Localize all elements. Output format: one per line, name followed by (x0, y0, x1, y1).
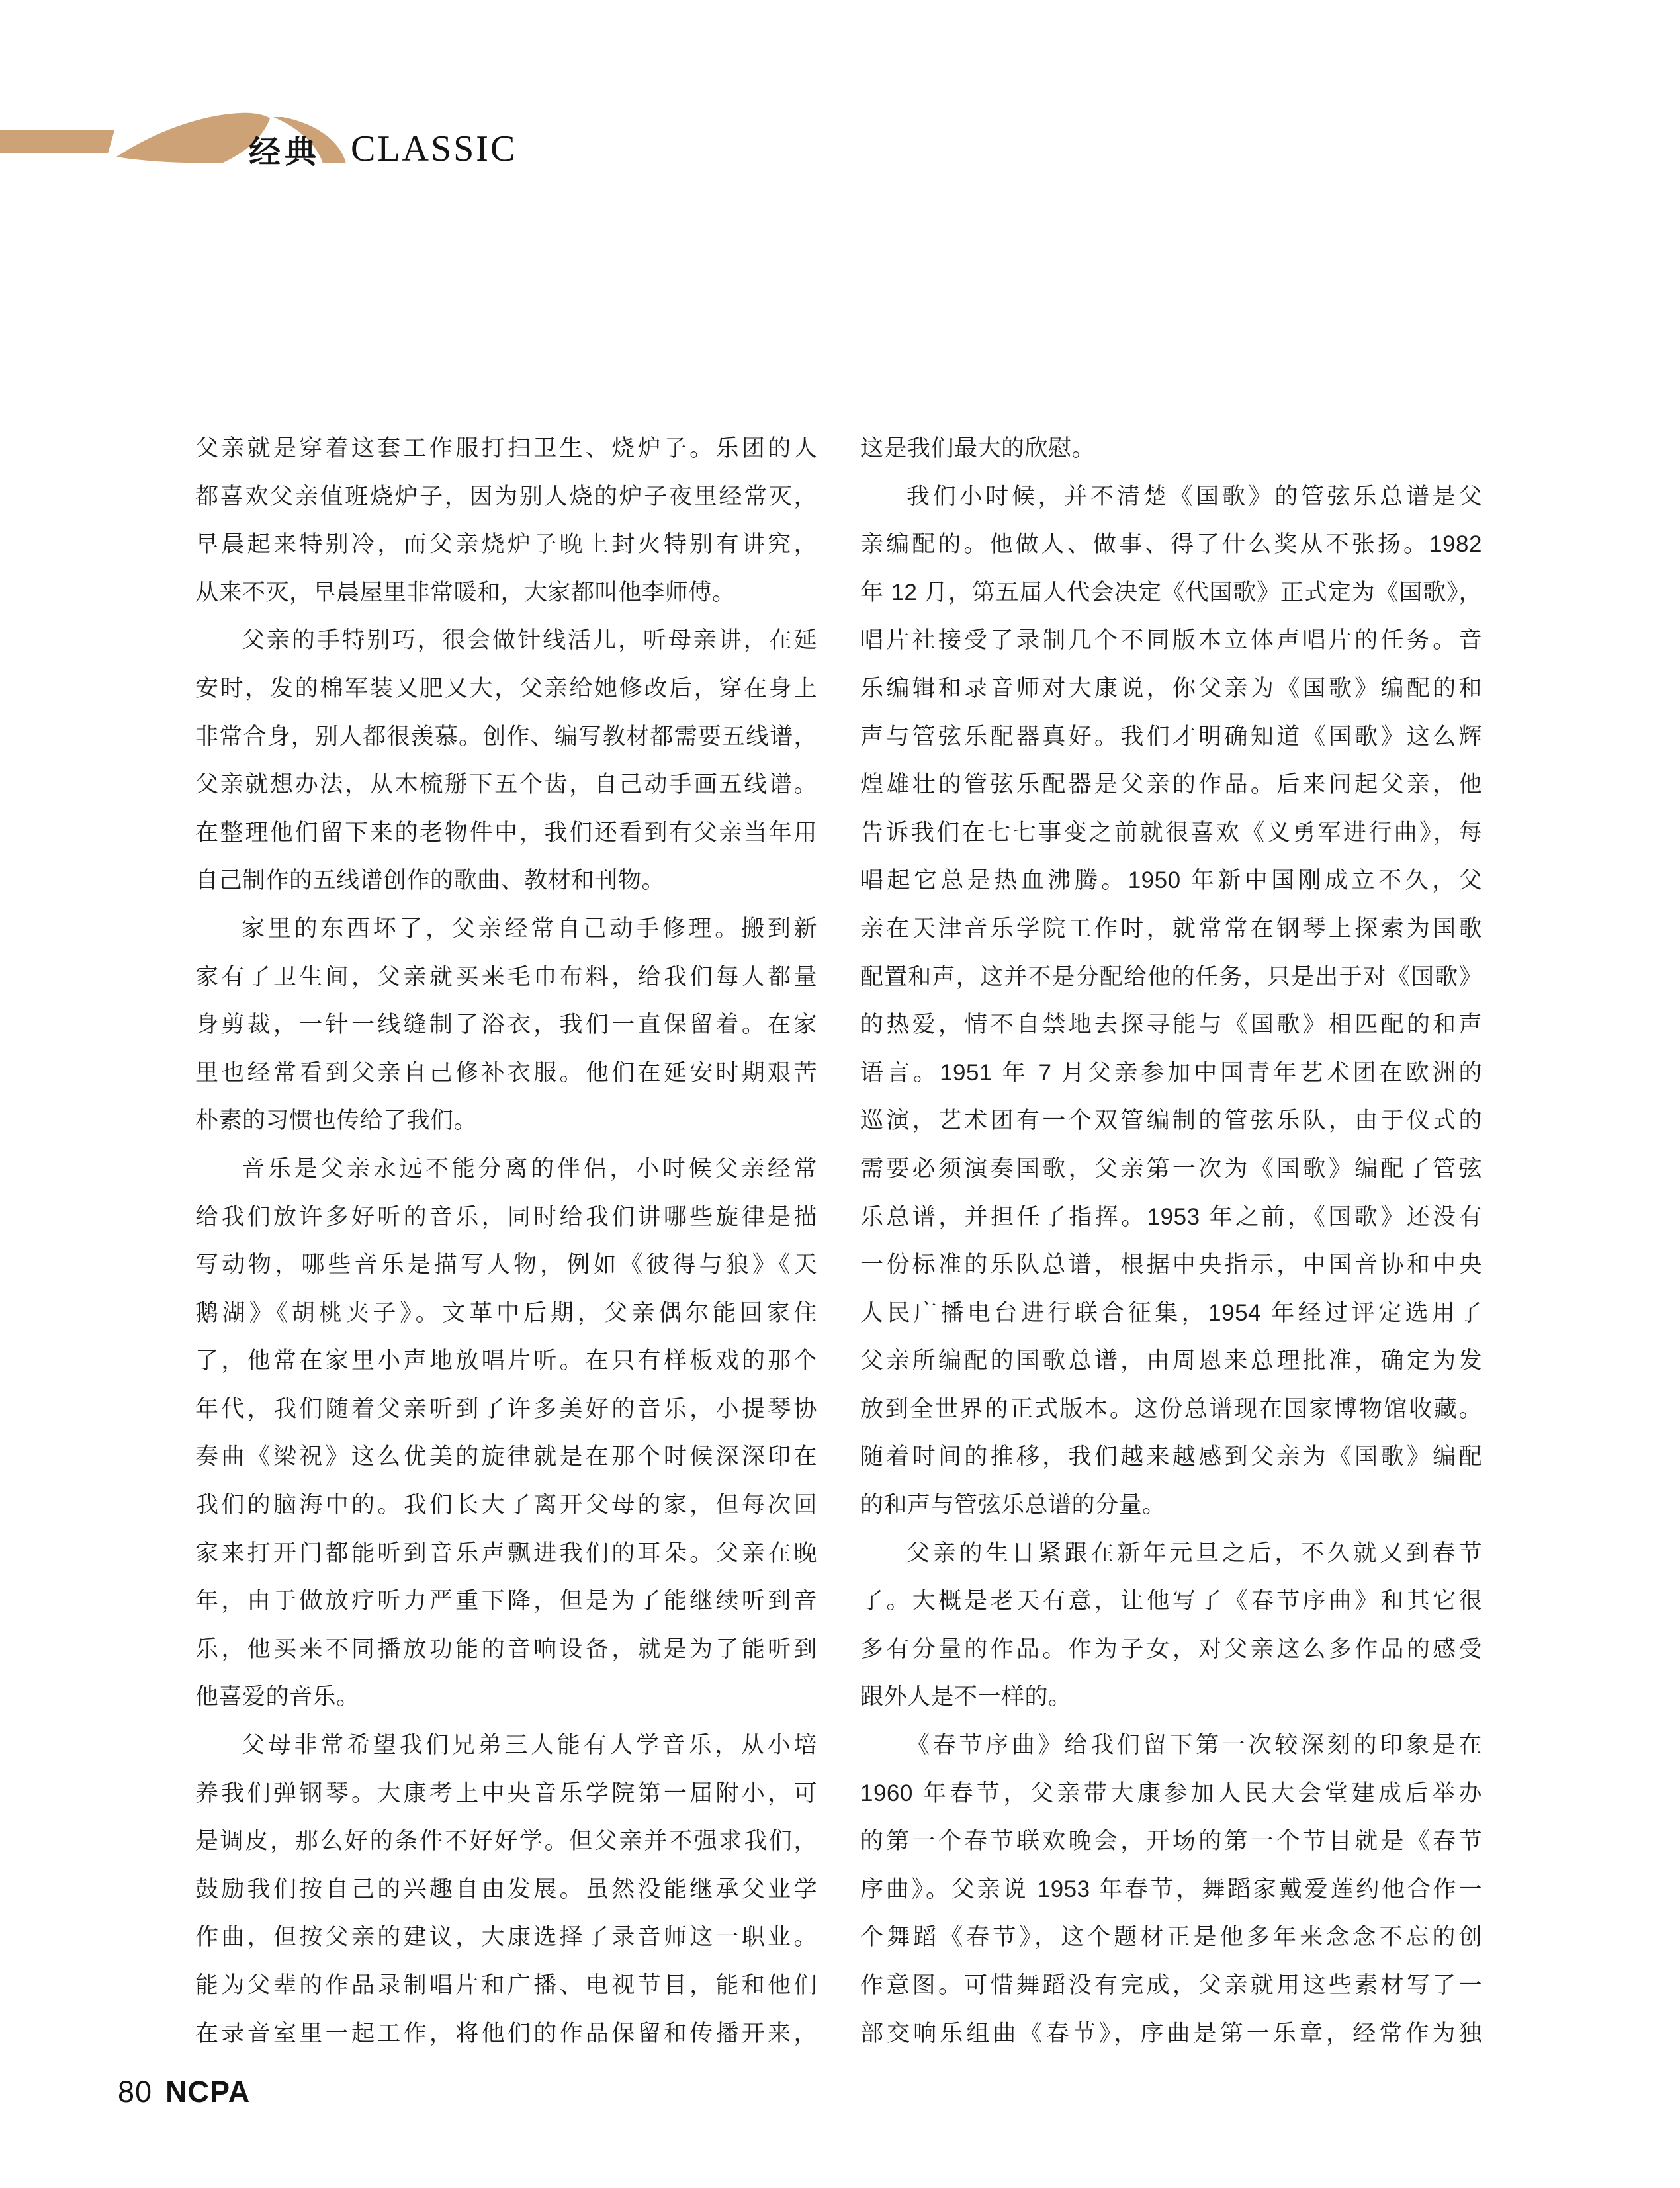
header-bar-shape (0, 130, 114, 153)
text-line: 早晨起来特别冷，而父亲烧炉子晚上封火特别有讲究， (195, 531, 817, 558)
text-line: 煌雄壮的管弦乐配器是父亲的作品。后来问起父亲，他 (860, 771, 1482, 798)
text-line: 我们小时候，并不清楚《国歌》的管弦乐总谱是父 (906, 483, 1482, 509)
text-line: 朴素的习惯也传给了我们。 (195, 1108, 478, 1134)
text-line: 这是我们最大的欣慰。 (860, 435, 1096, 461)
text-line: 身剪裁，一针一线缝制了浴衣，我们一直保留着。在家 (195, 1012, 817, 1038)
text-line: 配置和声，这并不是分配给他的任务，只是出于对《国歌》 (860, 963, 1482, 990)
text-line: 声与管弦乐配器真好。我们才明确知道《国歌》这么辉 (860, 723, 1482, 750)
text-line: 乐编辑和录音师对大康说，你父亲为《国歌》编配的和 (860, 675, 1482, 701)
text-line: 告诉我们在七七事变之前就很喜欢《义勇军进行曲》，每 (860, 819, 1482, 846)
text-line: 家来打开门都能听到音乐声飘进我们的耳朵。父亲在晚 (195, 1540, 817, 1566)
text-line: 父亲所编配的国歌总谱，由周恩来总理批准，确定为发 (860, 1348, 1482, 1374)
text-line: 的热爱，情不自禁地去探寻能与《国歌》相匹配的和声 (860, 1012, 1482, 1038)
text-line: 序曲》。父亲说 1953 年春节，舞蹈家戴爱莲约他合作一 (860, 1876, 1482, 1902)
article-right-column (860, 425, 1482, 2058)
text-line: 鼓励我们按自己的兴趣自由发展。虽然没能继承父业学 (195, 1876, 817, 1902)
text-line: 写动物，哪些音乐是描写人物，例如《彼得与狼》《天 (195, 1252, 817, 1278)
text-line: 唱片社接受了录制几个不同版本立体声唱片的任务。音 (860, 627, 1482, 654)
section-header-logo (0, 0, 529, 198)
text-line: 在录音室里一起工作，将他们的作品保留和传播开来， (195, 2020, 817, 2046)
text-line: 我们的脑海中的。我们长大了离开父母的家，但每次回 (195, 1492, 817, 1518)
text-line: 音乐是父亲永远不能分离的伴侣，小时候父亲经常 (242, 1155, 817, 1182)
text-line: 亲编配的。他做人、做事、得了什么奖从不张扬。1982 (860, 531, 1482, 558)
text-line: 唱起它总是热血沸腾。1950 年新中国刚成立不久，父 (860, 867, 1482, 894)
text-line: 年代，我们随着父亲听到了许多美好的音乐，小提琴协 (195, 1395, 817, 1422)
magazine-brand: NCPA (165, 2075, 251, 2109)
text-line: 从来不灭，早晨屋里非常暖和，大家都叫他李师傅。 (195, 579, 736, 605)
text-line: 需要必须演奏国歌，父亲第一次为《国歌》编配了管弦 (860, 1155, 1482, 1182)
text-line: 一份标准的乐队总谱，根据中央指示，中国音协和中央 (860, 1252, 1482, 1278)
text-line: 的和声与管弦乐总谱的分量。 (860, 1492, 1166, 1518)
text-line: 都喜欢父亲值班烧炉子，因为别人烧的炉子夜里经常灭， (195, 483, 817, 509)
section-title-en: CLASSIC (351, 128, 517, 169)
article-left-column (195, 425, 817, 2058)
text-line: 巡演，艺术团有一个双管编制的管弦乐队，由于仪式的 (860, 1108, 1482, 1134)
text-line: 《春节序曲》给我们留下第一次较深刻的印象是在 (906, 1732, 1482, 1759)
text-line: 语言。1951 年 7 月父亲参加中国青年艺术团在欧洲的 (860, 1059, 1482, 1086)
text-line: 父亲的手特别巧，很会做针线活儿，听母亲讲，在延 (242, 627, 817, 654)
text-line: 亲在天津音乐学院工作时，就常常在钢琴上探索为国歌 (860, 915, 1482, 941)
page-number: 80 (118, 2075, 153, 2109)
text-line: 年 12 月，第五届人代会决定《代国歌》正式定为《国歌》， (860, 579, 1482, 605)
text-line: 乐，他买来不同播放功能的音响设备，就是为了能听到 (195, 1636, 817, 1662)
text-line: 在整理他们留下来的老物件中，我们还看到有父亲当年用 (195, 819, 817, 846)
text-line: 奏曲《梁祝》这么优美的旋律就是在那个时候深深印在 (195, 1444, 817, 1470)
text-line: 是调皮，那么好的条件不好好学。但父亲并不强求我们， (195, 1828, 817, 1855)
text-line: 自己制作的五线谱创作的歌曲、教材和刊物。 (195, 867, 666, 894)
header-wing-swoosh-icon (116, 113, 270, 163)
text-line: 养我们弹钢琴。大康考上中央音乐学院第一届附小，可 (195, 1780, 817, 1806)
text-line: 人民广播电台进行联合征集，1954 年经过评定选用了 (860, 1299, 1482, 1326)
text-line: 鹅湖》《胡桃夹子》。文革中后期，父亲偶尔能回家住 (195, 1299, 817, 1326)
text-line: 的第一个春节联欢晚会，开场的第一个节目就是《春节 (860, 1828, 1482, 1855)
text-line: 家有了卫生间，父亲就买来毛巾布料，给我们每人都量 (195, 963, 817, 990)
text-line: 多有分量的作品。作为子女，对父亲这么多作品的感受 (860, 1636, 1482, 1662)
text-line: 了。大概是老天有意，让他写了《春节序曲》和其它很 (860, 1588, 1482, 1614)
text-line: 个舞蹈《春节》，这个题材正是他多年来念念不忘的创 (860, 1924, 1482, 1950)
text-line: 作曲，但按父亲的建议，大康选择了录音师这一职业。 (195, 1924, 817, 1950)
text-line: 放到全世界的正式版本。这份总谱现在国家博物馆收藏。 (860, 1395, 1482, 1422)
text-line: 作意图。可惜舞蹈没有完成，父亲就用这些素材写了一 (860, 1972, 1482, 1998)
text-line: 父母非常希望我们兄弟三人能有人学音乐，从小培 (242, 1732, 817, 1759)
text-line: 他喜爱的音乐。 (195, 1684, 360, 1710)
text-line: 1960 年春节，父亲带大康参加人民大会堂建成后举办 (860, 1780, 1482, 1806)
text-line: 里也经常看到父亲自己修补衣服。他们在延安时期艰苦 (195, 1059, 817, 1086)
text-line: 父亲的生日紧跟在新年元旦之后，不久就又到春节 (906, 1540, 1482, 1566)
text-line: 父亲就想办法，从木梳掰下五个齿，自己动手画五线谱。 (195, 771, 817, 798)
text-line: 给我们放许多好听的音乐，同时给我们讲哪些旋律是描 (195, 1203, 817, 1230)
text-line: 安时，发的棉军装又肥又大，父亲给她修改后，穿在身上 (195, 675, 817, 701)
text-line: 跟外人是不一样的。 (860, 1684, 1072, 1710)
text-line: 随着时间的推移，我们越来越感到父亲为《国歌》编配 (860, 1444, 1482, 1470)
text-line: 能为父辈的作品录制唱片和广播、电视节目，能和他们 (195, 1972, 817, 1998)
text-line: 了，他常在家里小声地放唱片听。在只有样板戏的那个 (195, 1348, 817, 1374)
text-line: 乐总谱，并担任了指挥。1953 年之前，《国歌》还没有 (860, 1203, 1482, 1230)
text-line: 非常合身，别人都很羡慕。创作、编写教材都需要五线谱， (195, 723, 817, 750)
text-line: 家里的东西坏了，父亲经常自己动手修理。搬到新 (242, 915, 817, 941)
text-line: 父亲就是穿着这套工作服打扫卫生、烧炉子。乐团的人 (195, 435, 817, 461)
text-line: 年，由于做放疗听力严重下降，但是为了能继续听到音 (195, 1588, 817, 1614)
section-title-cn: 经典 (249, 135, 321, 170)
page-footer (118, 2072, 250, 2112)
text-line: 部交响乐组曲《春节》，序曲是第一乐章，经常作为独 (860, 2020, 1482, 2046)
